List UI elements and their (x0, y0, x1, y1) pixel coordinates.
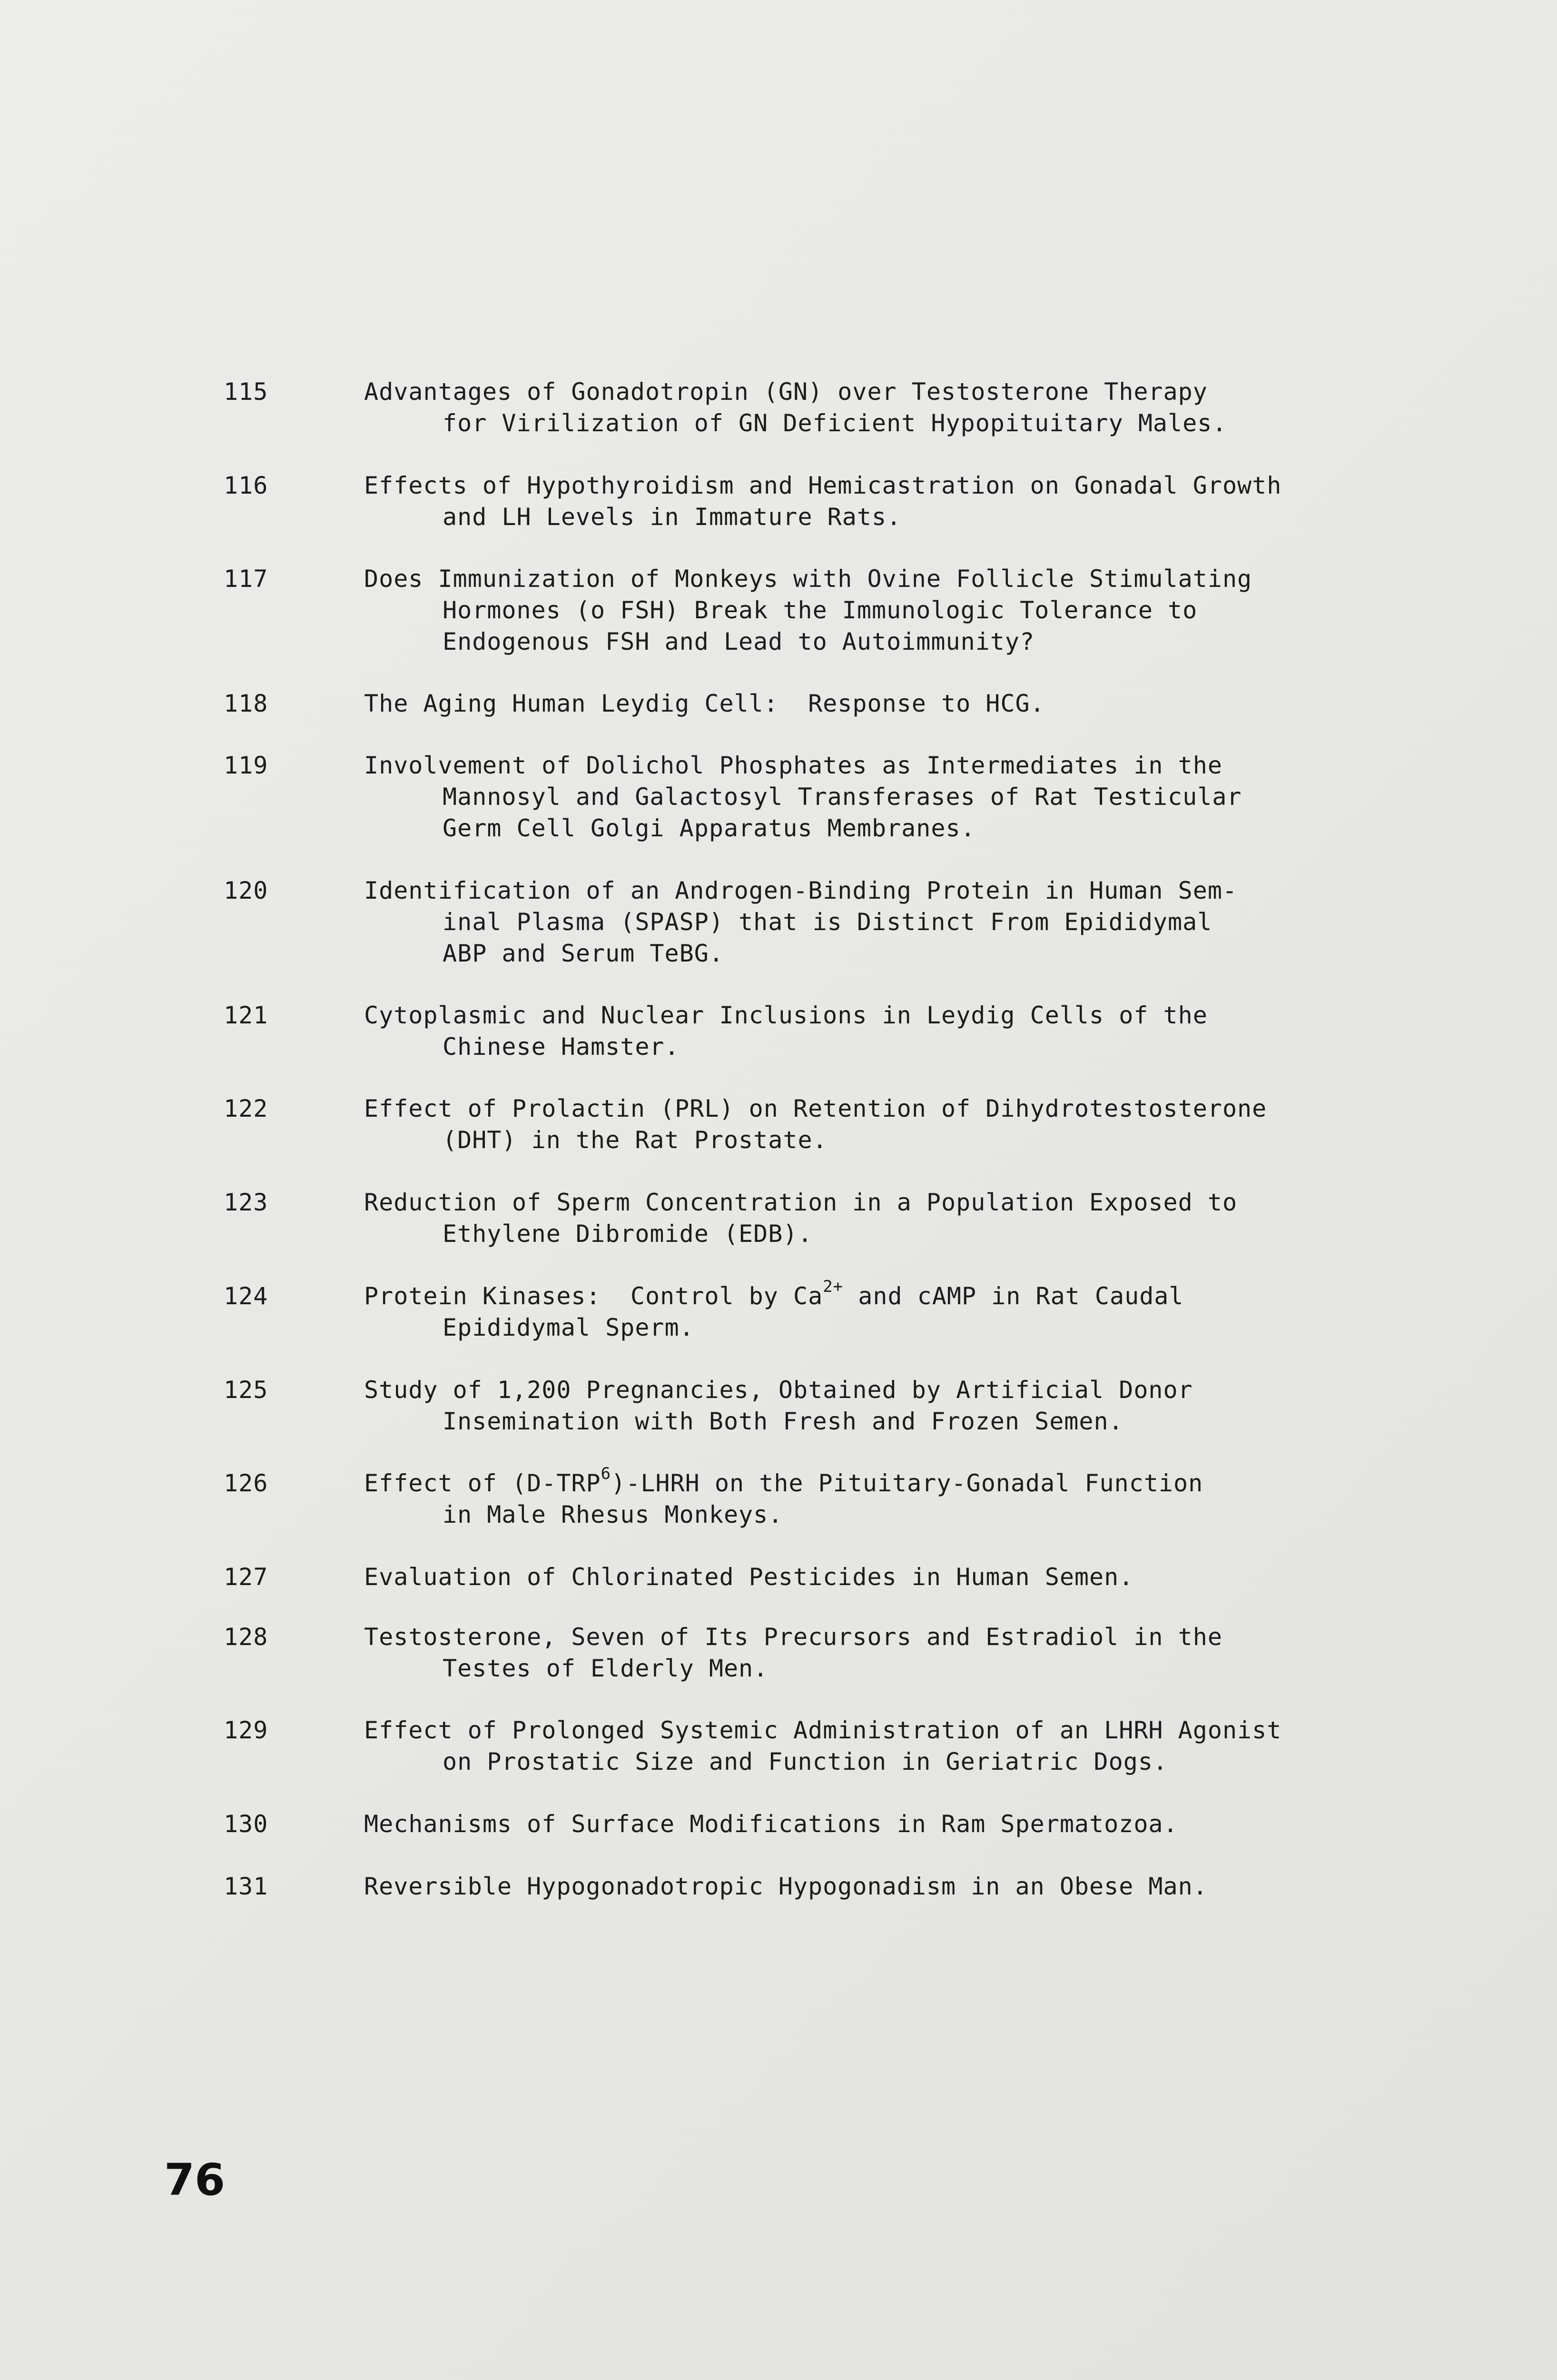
entry-number: 124 (224, 1282, 268, 1310)
entry-number: 127 (224, 1563, 268, 1591)
entry-number: 115 (224, 378, 268, 406)
entry-number: 119 (224, 752, 268, 779)
entry-title: Testosterone, Seven of Its Precursors and Estradiol in the Testes of Elderly Men. (364, 1623, 1222, 1682)
entry-number: 116 (224, 472, 268, 499)
entry-title: Does Immunization of Monkeys with Ovine Follicle Stimulating Hormones (o FSH) Break the Immunologic Tolerance to Endogenous FSH and Lead to Autoimmunity? (364, 565, 1252, 655)
entry-title: Mechanisms of Surface Modifications in Ram Spermatozoa. (364, 1810, 1178, 1838)
entry-title: Reversible Hypogonadotropic Hypogonadism in an Obese Man. (364, 1873, 1208, 1900)
entry-title: Identification of an Androgen-Binding Protein in Human Sem- inal Plasma (SPASP) that is Distinct From Epididymal ABP and Serum TeBG. (364, 877, 1238, 967)
entry-number: 131 (224, 1873, 268, 1900)
entry-title: Cytoplasmic and Nuclear Inclusions in Leydig Cells of the Chinese Hamster. (364, 1002, 1208, 1061)
entry-number: 120 (224, 877, 268, 904)
entry-number: 122 (224, 1095, 268, 1122)
entry-title: Effect of Prolactin (PRL) on Retention of Dihydrotestosterone (DHT) in the Rat Prostate. (364, 1095, 1267, 1154)
entry-number: 125 (224, 1376, 268, 1404)
entry-title: Effect of Prolonged Systemic Administration of an LHRH Agonist on Prostatic Size and Function in Geriatric Dogs. (364, 1716, 1282, 1775)
entry-title: Protein Kinases: Control by $Ca^{2+}$ and cAMP in Rat Caudal Epididymal Sperm. (364, 1277, 1184, 1341)
entry-title: Advantages of Gonadotropin (GN) over Testosterone Therapy for Virilization of GN Deficient Hypopituitary Males. (364, 378, 1227, 437)
entry-title: Effects of Hypothyroidism and Hemicastration on Gonadal Growth and LH Levels in Immature Rats. (364, 472, 1282, 531)
entry-title: The Aging Human Leydig Cell: Response to HCG. (364, 690, 1045, 717)
entry-number: 130 (224, 1810, 268, 1838)
entry-number: 129 (224, 1716, 268, 1744)
entry-number: 128 (224, 1623, 268, 1651)
entry-number: 121 (224, 1002, 268, 1029)
entry-number: 123 (224, 1189, 268, 1216)
entry-title: Evaluation of Chlorinated Pesticides in Human Semen. (364, 1563, 1134, 1591)
entry-title: Effect of (D-TRP$^6$)-LHRH on the Pituitary-Gonadal Function in Male Rhesus Monkeys. (364, 1464, 1203, 1528)
entry-title: Reduction of Sperm Concentration in a Population Exposed to Ethylene Dibromide (EDB). (364, 1189, 1238, 1248)
entry-number: 117 (224, 565, 268, 593)
entry-number: 118 (224, 690, 268, 717)
entry-number: 126 (224, 1469, 268, 1497)
entry-title: Involvement of Dolichol Phosphates as Intermediates in the Mannosyl and Galactosyl Transferases of Rat Testicular Germ Cell Golgi Apparatus Membranes. (364, 752, 1242, 842)
page-number: 76 (164, 2154, 226, 2205)
entry-title: Study of 1,200 Pregnancies, Obtained by Artificial Donor Insemination with Both Fresh and Frozen Semen. (364, 1376, 1193, 1435)
